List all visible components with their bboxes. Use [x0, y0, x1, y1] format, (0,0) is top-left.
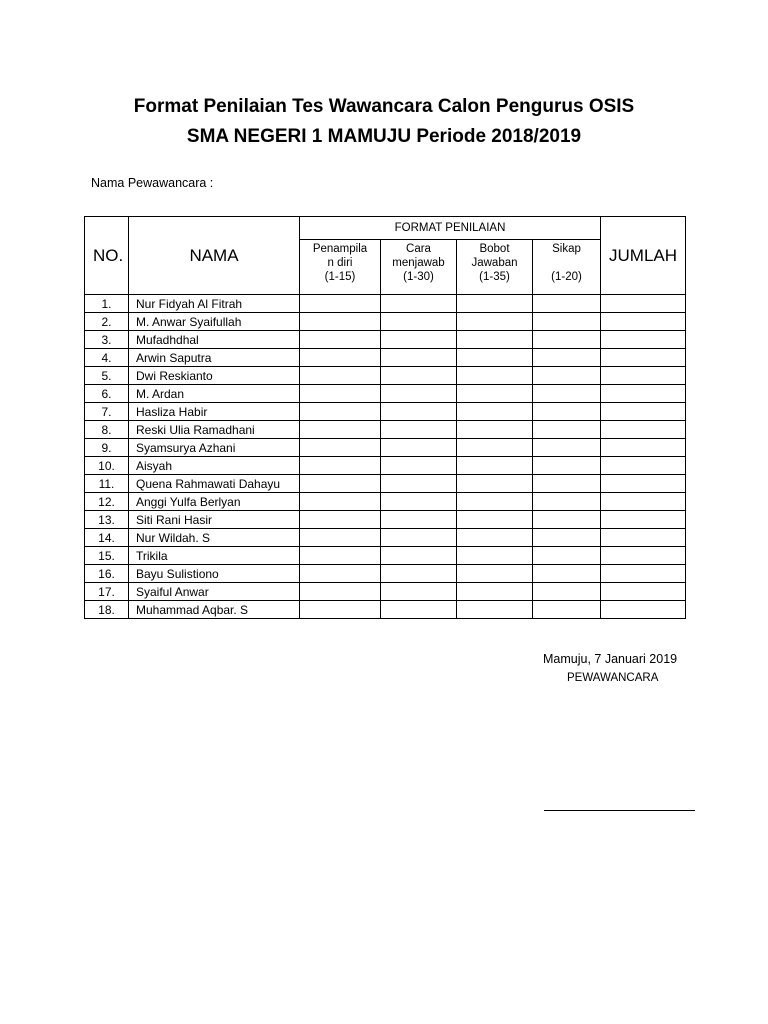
signature-line: [544, 810, 695, 811]
criterion-name-line2: Jawaban: [471, 257, 518, 269]
score-bobot-jawaban-cell[interactable]: [457, 583, 533, 601]
score-sikap-cell[interactable]: [533, 439, 601, 457]
place-date: Mamuju, 7 Januari 2019: [543, 652, 678, 666]
candidate-name: Hasliza Habir: [129, 403, 300, 421]
score-bobot-jawaban-cell[interactable]: [457, 403, 533, 421]
score-jumlah-cell[interactable]: [601, 421, 686, 439]
score-cara-menjawab-cell[interactable]: [381, 493, 457, 511]
row-number: 7.: [85, 403, 129, 421]
document-title-line2: SMA NEGERI 1 MAMUJU Periode 2018/2019: [186, 126, 582, 147]
score-bobot-jawaban-cell[interactable]: [457, 385, 533, 403]
score-penampilan-cell[interactable]: [300, 403, 381, 421]
header-format-penilaian: FORMAT PENILAIAN: [300, 217, 601, 240]
table-row: [85, 583, 686, 601]
row-number: 4.: [85, 349, 129, 367]
table-row: [85, 439, 686, 457]
table-row: [85, 367, 686, 385]
score-jumlah-cell[interactable]: [601, 403, 686, 421]
criterion-range: (1-30): [403, 271, 434, 283]
criterion-name-line1: Sikap: [552, 243, 581, 255]
row-number: 14.: [85, 529, 129, 547]
table-row: [85, 565, 686, 583]
header-criterion: [457, 240, 533, 295]
candidate-name: Nur Wildah. S: [129, 529, 300, 547]
score-penampilan-cell[interactable]: [300, 349, 381, 367]
table-row: [85, 547, 686, 565]
score-penampilan-cell[interactable]: [300, 529, 381, 547]
table-row: [85, 511, 686, 529]
score-sikap-cell[interactable]: [533, 565, 601, 583]
candidate-name: Reski Ulia Ramadhani: [129, 421, 300, 439]
candidate-name: Quena Rahmawati Dahayu: [129, 475, 300, 493]
criterion-name-line1: Cara: [406, 243, 431, 255]
score-cara-menjawab-cell[interactable]: [381, 367, 457, 385]
score-sikap-cell[interactable]: [533, 421, 601, 439]
score-penampilan-cell[interactable]: [300, 565, 381, 583]
criterion-name-line1: Penampila: [312, 243, 368, 255]
score-bobot-jawaban-cell[interactable]: [457, 421, 533, 439]
score-penampilan-cell[interactable]: [300, 385, 381, 403]
candidate-name: Anggi Yulfa Berlyan: [129, 493, 300, 511]
score-penampilan-cell[interactable]: [300, 457, 381, 475]
criterion-name-line1: Bobot: [479, 243, 510, 255]
signer-role: PEWAWANCARA: [567, 672, 659, 684]
score-penampilan-cell[interactable]: [300, 601, 381, 619]
score-penampilan-cell[interactable]: [300, 421, 381, 439]
score-cara-menjawab-cell[interactable]: [381, 511, 457, 529]
table-row: [85, 421, 686, 439]
score-penampilan-cell[interactable]: [300, 547, 381, 565]
score-cara-menjawab-cell[interactable]: [381, 349, 457, 367]
score-bobot-jawaban-cell[interactable]: [457, 511, 533, 529]
document-title-line1: Format Penilaian Tes Wawancara Calon Pengurus OSIS: [133, 96, 635, 117]
score-cara-menjawab-cell[interactable]: [381, 565, 457, 583]
criterion-name-line2: [533, 256, 600, 270]
criterion-range: (1-15): [324, 271, 356, 283]
score-sikap-cell[interactable]: [533, 313, 601, 331]
row-number: 5.: [85, 367, 129, 385]
score-penampilan-cell[interactable]: [300, 583, 381, 601]
score-cara-menjawab-cell[interactable]: [381, 583, 457, 601]
table-row: [85, 295, 686, 313]
score-cara-menjawab-cell[interactable]: [381, 601, 457, 619]
score-bobot-jawaban-cell[interactable]: [457, 313, 533, 331]
score-jumlah-cell[interactable]: [601, 511, 686, 529]
row-number: 2.: [85, 313, 129, 331]
score-bobot-jawaban-cell[interactable]: [457, 295, 533, 313]
candidate-name: Aisyah: [129, 457, 300, 475]
candidate-name: Syamsurya Azhani: [129, 439, 300, 457]
row-number: 16.: [85, 565, 129, 583]
candidate-name: Arwin Saputra: [129, 349, 300, 367]
score-penampilan-cell[interactable]: [300, 367, 381, 385]
score-cara-menjawab-cell[interactable]: [381, 457, 457, 475]
table-row: [85, 385, 686, 403]
score-jumlah-cell[interactable]: [601, 367, 686, 385]
row-number: 9.: [85, 439, 129, 457]
candidate-name: Bayu Sulistiono: [129, 565, 300, 583]
score-cara-menjawab-cell[interactable]: [381, 529, 457, 547]
score-jumlah-cell[interactable]: [601, 493, 686, 511]
candidate-name: M. Anwar Syaifullah: [129, 313, 300, 331]
score-sikap-cell[interactable]: [533, 547, 601, 565]
candidate-name: Trikila: [129, 547, 300, 565]
score-jumlah-cell[interactable]: [601, 475, 686, 493]
score-table: [84, 216, 686, 619]
score-cara-menjawab-cell[interactable]: [381, 421, 457, 439]
score-bobot-jawaban-cell[interactable]: [457, 439, 533, 457]
candidate-name: M. Ardan: [129, 385, 300, 403]
score-bobot-jawaban-cell[interactable]: [457, 475, 533, 493]
table-row: [85, 475, 686, 493]
score-penampilan-cell[interactable]: [300, 493, 381, 511]
score-jumlah-cell[interactable]: [601, 547, 686, 565]
score-jumlah-cell[interactable]: [601, 349, 686, 367]
row-number: 1.: [85, 295, 129, 313]
score-penampilan-cell[interactable]: [300, 295, 381, 313]
table-row: [85, 493, 686, 511]
score-jumlah-cell[interactable]: [601, 601, 686, 619]
score-cara-menjawab-cell[interactable]: [381, 547, 457, 565]
score-sikap-cell[interactable]: [533, 475, 601, 493]
criterion-name-line2: menjawab: [392, 257, 445, 269]
header-no: NO.: [85, 217, 129, 295]
table-row: [85, 457, 686, 475]
score-cara-menjawab-cell[interactable]: [381, 385, 457, 403]
score-jumlah-cell[interactable]: [601, 385, 686, 403]
candidate-name: Muhammad Aqbar. S: [129, 601, 300, 619]
score-jumlah-cell[interactable]: [601, 331, 686, 349]
score-bobot-jawaban-cell[interactable]: [457, 367, 533, 385]
score-penampilan-cell[interactable]: [300, 313, 381, 331]
score-penampilan-cell[interactable]: [300, 475, 381, 493]
score-sikap-cell[interactable]: [533, 493, 601, 511]
score-sikap-cell[interactable]: [533, 511, 601, 529]
candidate-name: Syaiful Anwar: [129, 583, 300, 601]
header-criterion: [381, 240, 457, 295]
score-jumlah-cell[interactable]: [601, 457, 686, 475]
row-number: 6.: [85, 385, 129, 403]
score-jumlah-cell[interactable]: [601, 565, 686, 583]
score-jumlah-cell[interactable]: [601, 529, 686, 547]
score-sikap-cell[interactable]: [533, 601, 601, 619]
header-nama: NAMA: [129, 217, 300, 295]
score-sikap-cell[interactable]: [533, 295, 601, 313]
row-number: 17.: [85, 583, 129, 601]
score-jumlah-cell[interactable]: [601, 295, 686, 313]
score-sikap-cell[interactable]: [533, 403, 601, 421]
score-cara-menjawab-cell[interactable]: [381, 403, 457, 421]
table-row: [85, 313, 686, 331]
criterion-range: (1-20): [551, 271, 582, 283]
row-number: 10.: [85, 457, 129, 475]
table-row: [85, 349, 686, 367]
score-bobot-jawaban-cell[interactable]: [457, 529, 533, 547]
score-cara-menjawab-cell[interactable]: [381, 475, 457, 493]
score-sikap-cell[interactable]: [533, 349, 601, 367]
table-row: [85, 529, 686, 547]
interviewer-label: Nama Pewawancara :: [91, 176, 214, 190]
candidate-name: Dwi Reskianto: [129, 367, 300, 385]
score-bobot-jawaban-cell[interactable]: [457, 565, 533, 583]
score-penampilan-cell[interactable]: [300, 331, 381, 349]
table-row: [85, 601, 686, 619]
score-cara-menjawab-cell[interactable]: [381, 331, 457, 349]
candidate-name: Mufadhdhal: [129, 331, 300, 349]
score-sikap-cell[interactable]: [533, 457, 601, 475]
score-bobot-jawaban-cell[interactable]: [457, 349, 533, 367]
score-jumlah-cell[interactable]: [601, 439, 686, 457]
row-number: 11.: [85, 475, 129, 493]
candidate-name: Nur Fidyah Al Fitrah: [129, 295, 300, 313]
score-bobot-jawaban-cell[interactable]: [457, 493, 533, 511]
score-bobot-jawaban-cell[interactable]: [457, 331, 533, 349]
row-number: 3.: [85, 331, 129, 349]
score-bobot-jawaban-cell[interactable]: [457, 547, 533, 565]
score-sikap-cell[interactable]: [533, 583, 601, 601]
score-cara-menjawab-cell[interactable]: [381, 313, 457, 331]
header-criterion: [533, 240, 601, 295]
score-penampilan-cell[interactable]: [300, 439, 381, 457]
header-criterion: [300, 240, 381, 295]
row-number: 18.: [85, 601, 129, 619]
row-number: 12.: [85, 493, 129, 511]
criterion-name-line2: n diri: [327, 257, 353, 269]
score-sikap-cell[interactable]: [533, 331, 601, 349]
score-cara-menjawab-cell[interactable]: [381, 295, 457, 313]
row-number: 8.: [85, 421, 129, 439]
score-bobot-jawaban-cell[interactable]: [457, 601, 533, 619]
score-jumlah-cell[interactable]: [601, 583, 686, 601]
score-sikap-cell[interactable]: [533, 385, 601, 403]
table-row: [85, 331, 686, 349]
score-cara-menjawab-cell[interactable]: [381, 439, 457, 457]
row-number: 15.: [85, 547, 129, 565]
row-number: 13.: [85, 511, 129, 529]
score-sikap-cell[interactable]: [533, 529, 601, 547]
score-bobot-jawaban-cell[interactable]: [457, 457, 533, 475]
criterion-range: (1-35): [479, 271, 510, 283]
candidate-name: Siti Rani Hasir: [129, 511, 300, 529]
table-row: [85, 403, 686, 421]
score-jumlah-cell[interactable]: [601, 313, 686, 331]
score-penampilan-cell[interactable]: [300, 511, 381, 529]
header-jumlah: JUMLAH: [601, 217, 686, 295]
score-sikap-cell[interactable]: [533, 367, 601, 385]
